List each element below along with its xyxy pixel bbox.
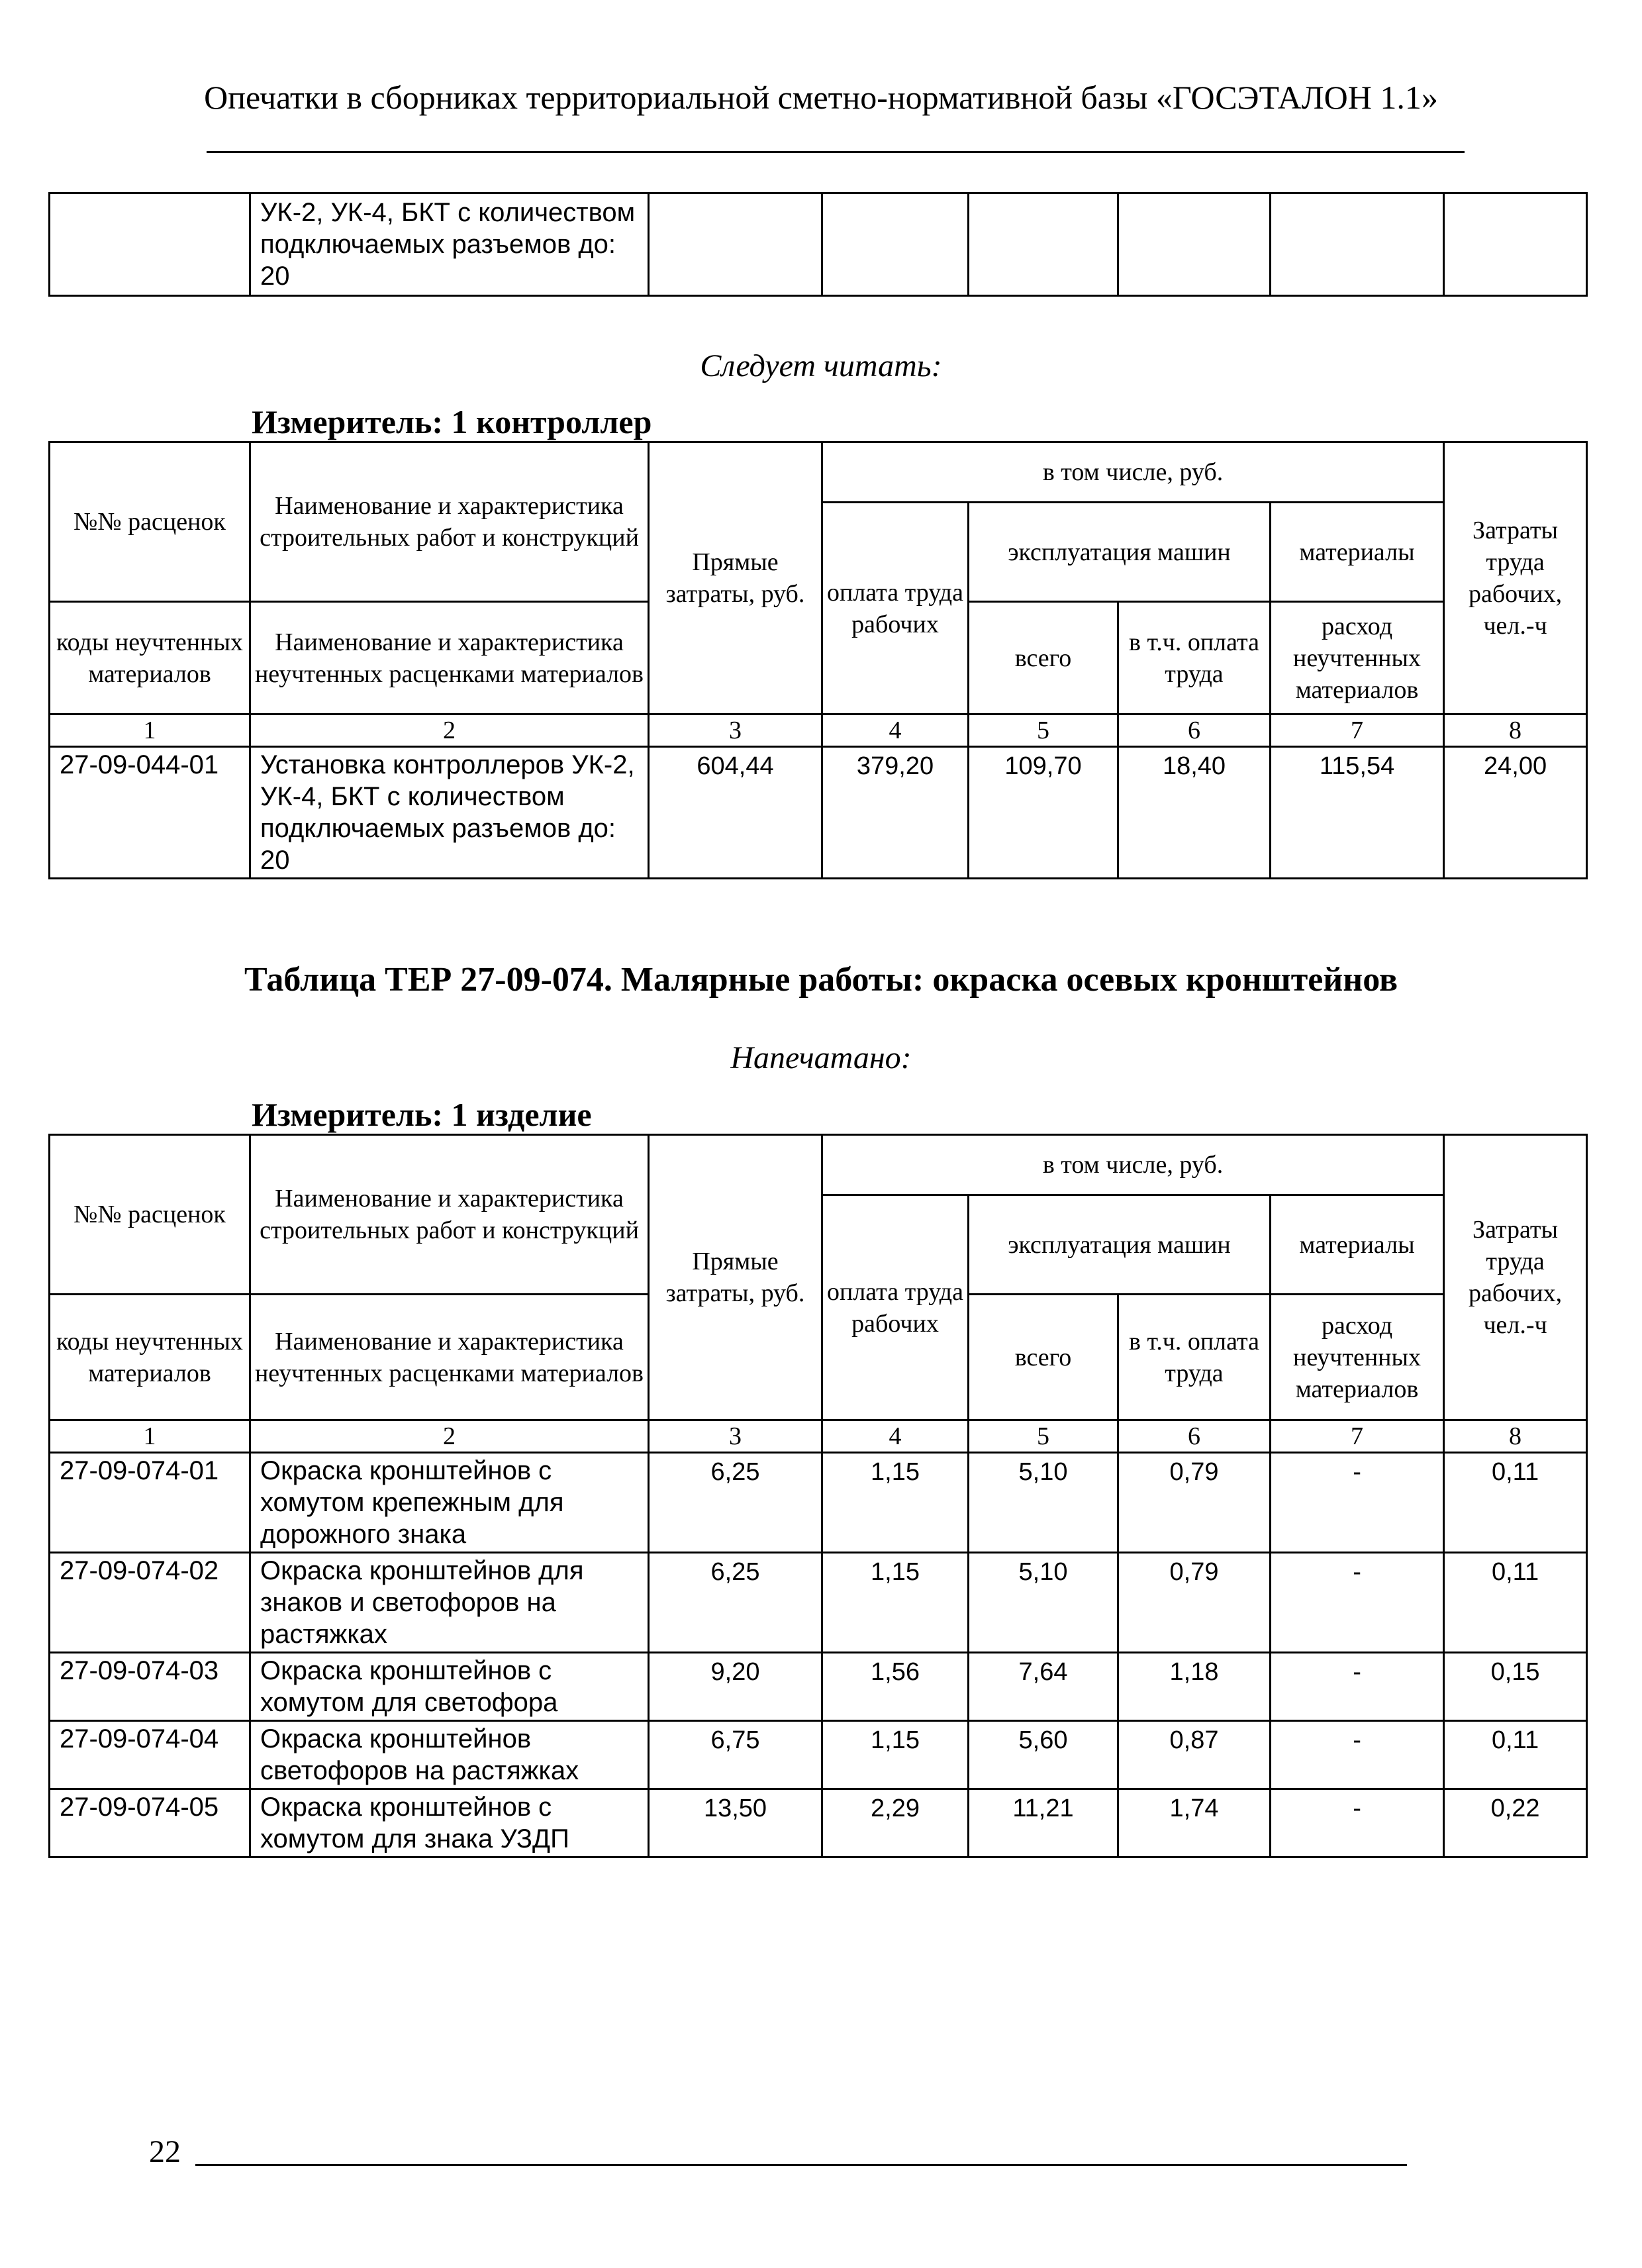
page-header: Опечатки в сборниках территориальной сметно-нормативной базы «ГОСЭТАЛОН 1.1» [204, 79, 1438, 116]
header-labor-pay: оплата труда рабочих [822, 1195, 969, 1420]
section2-caption: Напечатано: [730, 1040, 912, 1075]
labor-pay-value: 379,20 [822, 747, 969, 879]
page-number: 22 [149, 2134, 181, 2169]
work-name: Окраска кронштейнов светофоров на растяжках [250, 1721, 649, 1789]
column-number: 1 [50, 715, 250, 747]
table-row [50, 1789, 1587, 1857]
machines-total-value: 11,21 [969, 1789, 1118, 1857]
header-material-codes: коды неучтенных материалов [50, 1295, 250, 1420]
fragment-cell [1271, 193, 1444, 296]
header-labor-pay: оплата труда рабочих [822, 503, 969, 715]
table-row [50, 1721, 1587, 1789]
header-including: в том числе, руб. [822, 1135, 1444, 1195]
direct-costs-value: 604,44 [649, 747, 822, 879]
header-work-name: Наименование и характеристика строительных работ и конструкций [250, 442, 649, 602]
header-materials: материалы [1271, 1195, 1444, 1295]
materials-value: - [1271, 1553, 1444, 1653]
labor-pay-value: 2,29 [822, 1789, 969, 1857]
machines-labor-value: 18,40 [1118, 747, 1271, 879]
column-number: 5 [969, 715, 1118, 747]
fragment-name-cell: УК-2, УК-4, БКТ с количеством подключаемых разъемов до: 20 [250, 193, 649, 296]
direct-costs-value: 9,20 [649, 1653, 822, 1721]
section1-unit: Измеритель: 1 контроллер [252, 403, 652, 440]
direct-costs-value: 6,25 [649, 1453, 822, 1553]
header-including: в том числе, руб. [822, 442, 1444, 503]
column-number: 4 [822, 1420, 969, 1453]
header-rate-number: №№ расценок [50, 1135, 250, 1295]
materials-value: - [1271, 1721, 1444, 1789]
header-machines-total: всего [969, 1295, 1118, 1420]
table-row [50, 747, 1587, 879]
rate-code: 27-09-074-04 [50, 1721, 250, 1789]
header-machines: эксплуатация машин [969, 1195, 1271, 1295]
table-row [50, 1453, 1587, 1553]
column-number: 3 [649, 715, 822, 747]
rates-table-printed [48, 1134, 1588, 1858]
direct-costs-value: 6,25 [649, 1553, 822, 1653]
header-machines-labor: в т.ч. оплата труда [1118, 602, 1271, 715]
column-number: 8 [1444, 715, 1587, 747]
machines-labor-value: 1,74 [1118, 1789, 1271, 1857]
rate-code: 27-09-074-02 [50, 1553, 250, 1653]
column-number: 3 [649, 1420, 822, 1453]
column-number: 5 [969, 1420, 1118, 1453]
header-machines-total: всего [969, 602, 1118, 715]
rate-code: 27-09-074-01 [50, 1453, 250, 1553]
labor-hours-value: 0,11 [1444, 1453, 1587, 1553]
labor-hours-value: 0,11 [1444, 1721, 1587, 1789]
machines-total-value: 5,10 [969, 1553, 1118, 1653]
machines-total-value: 7,64 [969, 1653, 1118, 1721]
machines-total-value: 5,10 [969, 1453, 1118, 1553]
materials-value: - [1271, 1789, 1444, 1857]
section1-caption: Следует читать: [700, 348, 942, 383]
column-number: 6 [1118, 715, 1271, 747]
header-material-codes: коды неучтенных материалов [50, 602, 250, 715]
header-labor-hours: Затраты труда рабочих, чел.-ч [1444, 442, 1587, 715]
materials-value: - [1271, 1453, 1444, 1553]
column-number: 7 [1271, 715, 1444, 747]
direct-costs-value: 13,50 [649, 1789, 822, 1857]
header-labor-hours: Затраты труда рабочих, чел.-ч [1444, 1135, 1587, 1420]
labor-hours-value: 0,11 [1444, 1553, 1587, 1653]
machines-labor-value: 0,87 [1118, 1721, 1271, 1789]
printed-fragment-table [48, 192, 1588, 297]
rate-code: 27-09-044-01 [50, 747, 250, 879]
fragment-cell [822, 193, 969, 296]
header-machines: эксплуатация машин [969, 503, 1271, 602]
machines-total-value: 109,70 [969, 747, 1118, 879]
fragment-cell [969, 193, 1118, 296]
header-materials-usage: расход неучтенных материалов [1271, 602, 1444, 715]
column-number: 6 [1118, 1420, 1271, 1453]
fragment-cell [50, 193, 250, 296]
footer-divider [195, 2164, 1407, 2166]
work-name: Окраска кронштейнов с хомутом для знака УЗДП [250, 1789, 649, 1857]
labor-pay-value: 1,15 [822, 1553, 969, 1653]
labor-pay-value: 1,56 [822, 1653, 969, 1721]
materials-value: - [1271, 1653, 1444, 1721]
header-materials-usage: расход неучтенных материалов [1271, 1295, 1444, 1420]
header-work-name: Наименование и характеристика строительных работ и конструкций [250, 1135, 649, 1295]
labor-pay-value: 1,15 [822, 1721, 969, 1789]
rate-code: 27-09-074-03 [50, 1653, 250, 1721]
column-number: 2 [250, 1420, 649, 1453]
labor-hours-value: 0,15 [1444, 1653, 1587, 1721]
work-name: Установка контроллеров УК-2, УК-4, БКТ с количеством подключаемых разъемов до: 20 [250, 747, 649, 879]
rates-table-corrected [48, 441, 1588, 879]
labor-hours-value: 24,00 [1444, 747, 1587, 879]
section2-unit: Измеритель: 1 изделие [252, 1096, 592, 1133]
table-row [50, 1553, 1587, 1653]
fragment-cell [1444, 193, 1587, 296]
work-name: Окраска кронштейнов с хомутом крепежным для дорожного знака [250, 1453, 649, 1553]
header-material-names: Наименование и характеристика неучтенных расценками материалов [250, 602, 649, 715]
column-number: 8 [1444, 1420, 1587, 1453]
machines-labor-value: 0,79 [1118, 1553, 1271, 1653]
rate-code: 27-09-074-05 [50, 1789, 250, 1857]
machines-labor-value: 1,18 [1118, 1653, 1271, 1721]
header-rate-number: №№ расценок [50, 442, 250, 602]
header-material-names: Наименование и характеристика неучтенных расценками материалов [250, 1295, 649, 1420]
header-divider [207, 151, 1465, 153]
header-direct-costs: Прямые затраты, руб. [649, 1135, 822, 1420]
labor-pay-value: 1,15 [822, 1453, 969, 1553]
direct-costs-value: 6,75 [649, 1721, 822, 1789]
column-number: 7 [1271, 1420, 1444, 1453]
fragment-cell [1118, 193, 1271, 296]
column-number: 4 [822, 715, 969, 747]
column-number: 1 [50, 1420, 250, 1453]
labor-hours-value: 0,22 [1444, 1789, 1587, 1857]
column-number: 2 [250, 715, 649, 747]
machines-total-value: 5,60 [969, 1721, 1118, 1789]
table-row [50, 1653, 1587, 1721]
machines-labor-value: 0,79 [1118, 1453, 1271, 1553]
section2-title: Таблица ТЕР 27-09-074. Малярные работы: окраска осевых кронштейнов [244, 961, 1398, 999]
header-machines-labor: в т.ч. оплата труда [1118, 1295, 1271, 1420]
header-direct-costs: Прямые затраты, руб. [649, 442, 822, 715]
materials-value: 115,54 [1271, 747, 1444, 879]
work-name: Окраска кронштейнов для знаков и светофоров на растяжках [250, 1553, 649, 1653]
header-materials: материалы [1271, 503, 1444, 602]
work-name: Окраска кронштейнов с хомутом для светофора [250, 1653, 649, 1721]
fragment-cell [649, 193, 822, 296]
